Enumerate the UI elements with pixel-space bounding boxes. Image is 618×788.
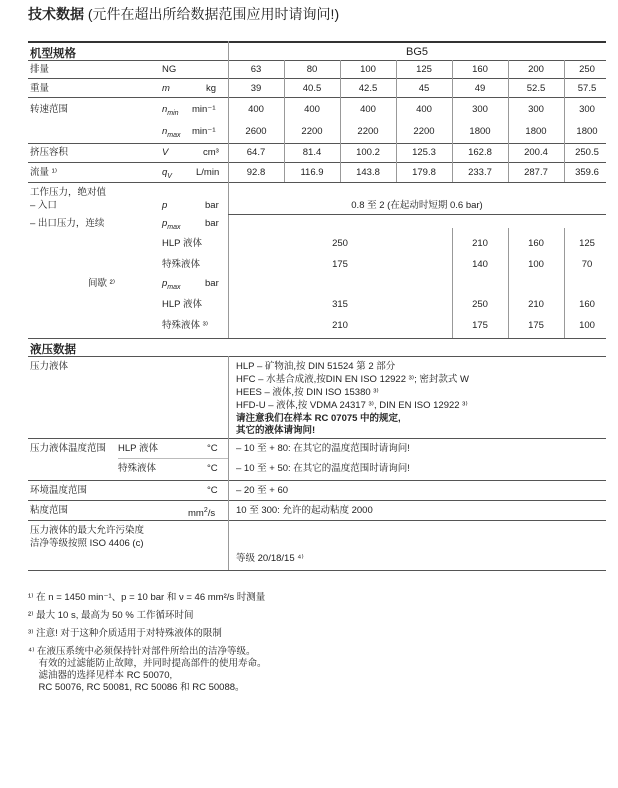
row-symbol: $n_{max}$ xyxy=(162,126,181,139)
spec-cell: 45 xyxy=(418,83,430,94)
footnote: ⁴⁾ 在液压系统中必须保持针对部件所给出的洁净等级。 xyxy=(28,646,256,657)
p-symbol: p xyxy=(162,200,168,211)
divider xyxy=(228,214,606,215)
fluid-line: HFD-U – 液体,按 VDMA 24317 ³⁾, DIN EN ISO 12922 ³⁾ xyxy=(236,400,468,411)
row-symbol: $q_V$ xyxy=(162,167,172,180)
spec-cell: 400 xyxy=(248,104,264,115)
bar-unit: bar xyxy=(205,200,219,211)
page-title: 技术数据 (元件在超出所给数据范围应用时请询问!) xyxy=(28,6,340,22)
fluid-label: 压力液体 xyxy=(30,361,69,372)
pmax-symbol: $p_{max}$ xyxy=(162,218,181,231)
spec-cell: 179.8 xyxy=(412,167,436,178)
spec-cell: 359.6 xyxy=(575,167,599,178)
row-unit: min⁻¹ xyxy=(192,104,216,115)
viscosity-value: 10 至 300: 允许的起动粘度 2000 xyxy=(236,505,373,516)
bar-unit: bar xyxy=(205,218,219,229)
pressure-value: 250 xyxy=(472,299,488,310)
fluid-line: HEES – 液体,按 DIN ISO 15380 ³⁾ xyxy=(236,387,379,398)
footnote: 有效的过滤能防止故障，并同时提高部件的使用寿命。 xyxy=(28,658,267,669)
divider xyxy=(28,570,606,571)
spec-cell: 162.8 xyxy=(468,147,492,158)
pressure-value: 210 xyxy=(528,299,544,310)
model-name: BG5 xyxy=(405,46,428,58)
spec-cell: 400 xyxy=(360,104,376,115)
divider xyxy=(508,60,509,182)
divider xyxy=(28,338,606,339)
pressure-value: 175 xyxy=(472,320,488,331)
temp-hlp-label: HLP 液体 xyxy=(118,443,158,454)
column-header: 63 xyxy=(250,64,262,75)
spec-cell: 2200 xyxy=(413,126,435,137)
spec-cell: 2600 xyxy=(245,126,267,137)
spec-cell: 52.5 xyxy=(526,83,546,94)
divider xyxy=(118,458,228,459)
spec-cell: 200.4 xyxy=(524,147,548,158)
column-header: 160 xyxy=(472,64,488,75)
divider xyxy=(28,182,606,183)
divider xyxy=(396,60,397,182)
contamination-value: 等级 20/18/15 ⁴⁾ xyxy=(236,553,304,564)
outlet-label: – 出口压力，连续 xyxy=(30,218,105,229)
pressure-value: 125 xyxy=(579,238,595,249)
column-header: 250 xyxy=(579,64,595,75)
column-header: 125 xyxy=(416,64,432,75)
pressure-value: 315 xyxy=(332,299,348,310)
fluid-line: HLP – 矿物油,按 DIN 51524 第 2 部分 xyxy=(236,361,396,372)
spec-cell: 100.2 xyxy=(356,147,380,158)
spec-cell: 233.7 xyxy=(468,167,492,178)
row-symbol: NG xyxy=(162,64,177,75)
divider xyxy=(28,500,606,501)
pressure-value: 70 xyxy=(581,259,593,270)
row-label: 挤压容积 xyxy=(30,147,69,158)
spec-cell: 400 xyxy=(416,104,432,115)
divider xyxy=(28,60,606,61)
divider xyxy=(28,356,606,357)
footnote: ¹⁾ 在 n = 1450 min⁻¹、p = 10 bar 和 ν = 46 mm²/s 时测量 xyxy=(28,592,266,603)
ambient-label: 环境温度范围 xyxy=(30,485,88,496)
intermittent-label: 间歇 ²⁾ xyxy=(88,278,116,289)
column-header: 80 xyxy=(306,64,318,75)
row-label: 转速范围 xyxy=(30,104,69,115)
deg-unit: °C xyxy=(207,443,218,454)
pressure-value: 160 xyxy=(579,299,595,310)
divider xyxy=(28,480,606,481)
row-symbol: $n_{min}$ xyxy=(162,104,179,117)
deg-unit: °C xyxy=(207,463,218,474)
pressure-label: 工作压力，绝对值 xyxy=(30,187,107,198)
spec-cell: 1800 xyxy=(525,126,547,137)
pressure-value: 210 xyxy=(472,238,488,249)
special-label: 特殊液体 ³⁾ xyxy=(162,320,209,331)
column-header: 200 xyxy=(528,64,544,75)
divider xyxy=(28,78,606,79)
spec-cell: 287.7 xyxy=(524,167,548,178)
pressure-value: 100 xyxy=(579,320,595,331)
row-unit: cm³ xyxy=(203,147,219,158)
section-title-hydraulic: 液压数据 xyxy=(30,344,76,356)
spec-cell: 2200 xyxy=(301,126,323,137)
spec-cell: 42.5 xyxy=(358,83,378,94)
pressure-value: 175 xyxy=(528,320,544,331)
divider xyxy=(28,97,606,98)
viscosity-label: 粘度范围 xyxy=(30,505,69,516)
temp-special-value: – 10 至 + 50: 在其它的温度范围时请询问! xyxy=(236,463,410,474)
viscosity-unit: $mm^2/s$ xyxy=(188,507,216,520)
contamination-label: 压力液体的最大允许污染度 xyxy=(30,525,145,536)
spec-cell: 49 xyxy=(474,83,486,94)
row-symbol: V xyxy=(162,147,169,158)
fluid-note: 其它的液体请询问! xyxy=(236,425,316,436)
pressure-value: 140 xyxy=(472,259,488,270)
divider xyxy=(452,60,453,182)
spec-cell: 143.8 xyxy=(356,167,380,178)
spec-cell: 40.5 xyxy=(302,83,322,94)
hlp-label: HLP 液体 xyxy=(162,299,202,310)
row-label: 排量 xyxy=(30,64,50,75)
spec-cell: 2200 xyxy=(357,126,379,137)
divider xyxy=(28,520,606,521)
spec-cell: 300 xyxy=(528,104,544,115)
temp-label: 压力液体温度范围 xyxy=(30,443,107,454)
temp-hlp-value: – 10 至 + 80: 在其它的温度范围时请询问! xyxy=(236,443,410,454)
spec-cell: 92.8 xyxy=(246,167,266,178)
pressure-value: 100 xyxy=(528,259,544,270)
column-header: 100 xyxy=(360,64,376,75)
divider xyxy=(340,60,341,182)
pressure-value: 250 xyxy=(332,238,348,249)
row-unit: kg xyxy=(206,83,217,94)
spec-cell: 57.5 xyxy=(577,83,597,94)
spec-cell: 64.7 xyxy=(246,147,266,158)
footnote: ³⁾ 注意! 对于这种介质适用于对特殊液体的限制 xyxy=(28,628,222,639)
divider xyxy=(28,143,606,144)
footnote: 滤油器的选择见样本 RC 50070, xyxy=(28,670,173,681)
footnote: ²⁾ 最大 10 s, 最高为 50 % 工作循环时间 xyxy=(28,610,194,621)
spec-cell: 300 xyxy=(579,104,595,115)
divider xyxy=(28,41,606,43)
spec-cell: 400 xyxy=(304,104,320,115)
divider xyxy=(28,162,606,163)
row-label: 流量 ¹⁾ xyxy=(30,167,58,178)
divider xyxy=(228,356,229,570)
spec-cell: 116.9 xyxy=(300,167,324,178)
spec-cell: 1800 xyxy=(469,126,491,137)
divider xyxy=(28,438,606,439)
inlet-value: 0.8 至 2 (在起动时短期 0.6 bar) xyxy=(351,200,483,211)
row-unit: L/min xyxy=(196,167,220,178)
divider xyxy=(564,60,565,182)
spec-cell: 250.5 xyxy=(575,147,599,158)
footnote: RC 50076, RC 50081, RC 50086 和 RC 50088。 xyxy=(28,682,245,693)
special-label: 特殊液体 xyxy=(162,259,201,270)
pressure-value: 210 xyxy=(332,320,348,331)
pressure-value: 160 xyxy=(528,238,544,249)
temp-special-label: 特殊液体 xyxy=(118,463,157,474)
hlp-label: HLP 液体 xyxy=(162,238,202,249)
divider xyxy=(284,60,285,182)
spec-cell: 1800 xyxy=(576,126,598,137)
spec-cell: 81.4 xyxy=(302,147,322,158)
row-unit: min⁻¹ xyxy=(192,126,216,137)
spec-cell: 39 xyxy=(250,83,262,94)
fluid-note: 请注意我们在样本 RC 07075 中的规定, xyxy=(236,413,401,424)
spec-cell: 300 xyxy=(472,104,488,115)
deg-unit: °C xyxy=(207,485,218,496)
row-label: 重量 xyxy=(30,83,50,94)
ambient-value: – 20 至 + 60 xyxy=(236,485,289,496)
pmax-symbol: $p_{max}$ xyxy=(162,278,181,291)
section-title-machine: 机型规格 xyxy=(30,48,76,60)
fluid-line: HFC – 水基合成液,按DIN EN ISO 12922 ³⁾; 密封款式 W xyxy=(236,374,470,385)
bar-unit: bar xyxy=(205,278,219,289)
spec-cell: 125.3 xyxy=(412,147,436,158)
contamination-label: 洁净等级按照 ISO 4406 (c) xyxy=(30,538,144,549)
inlet-label: – 入口 xyxy=(30,200,57,211)
pressure-value: 175 xyxy=(332,259,348,270)
row-symbol: m xyxy=(162,83,170,94)
